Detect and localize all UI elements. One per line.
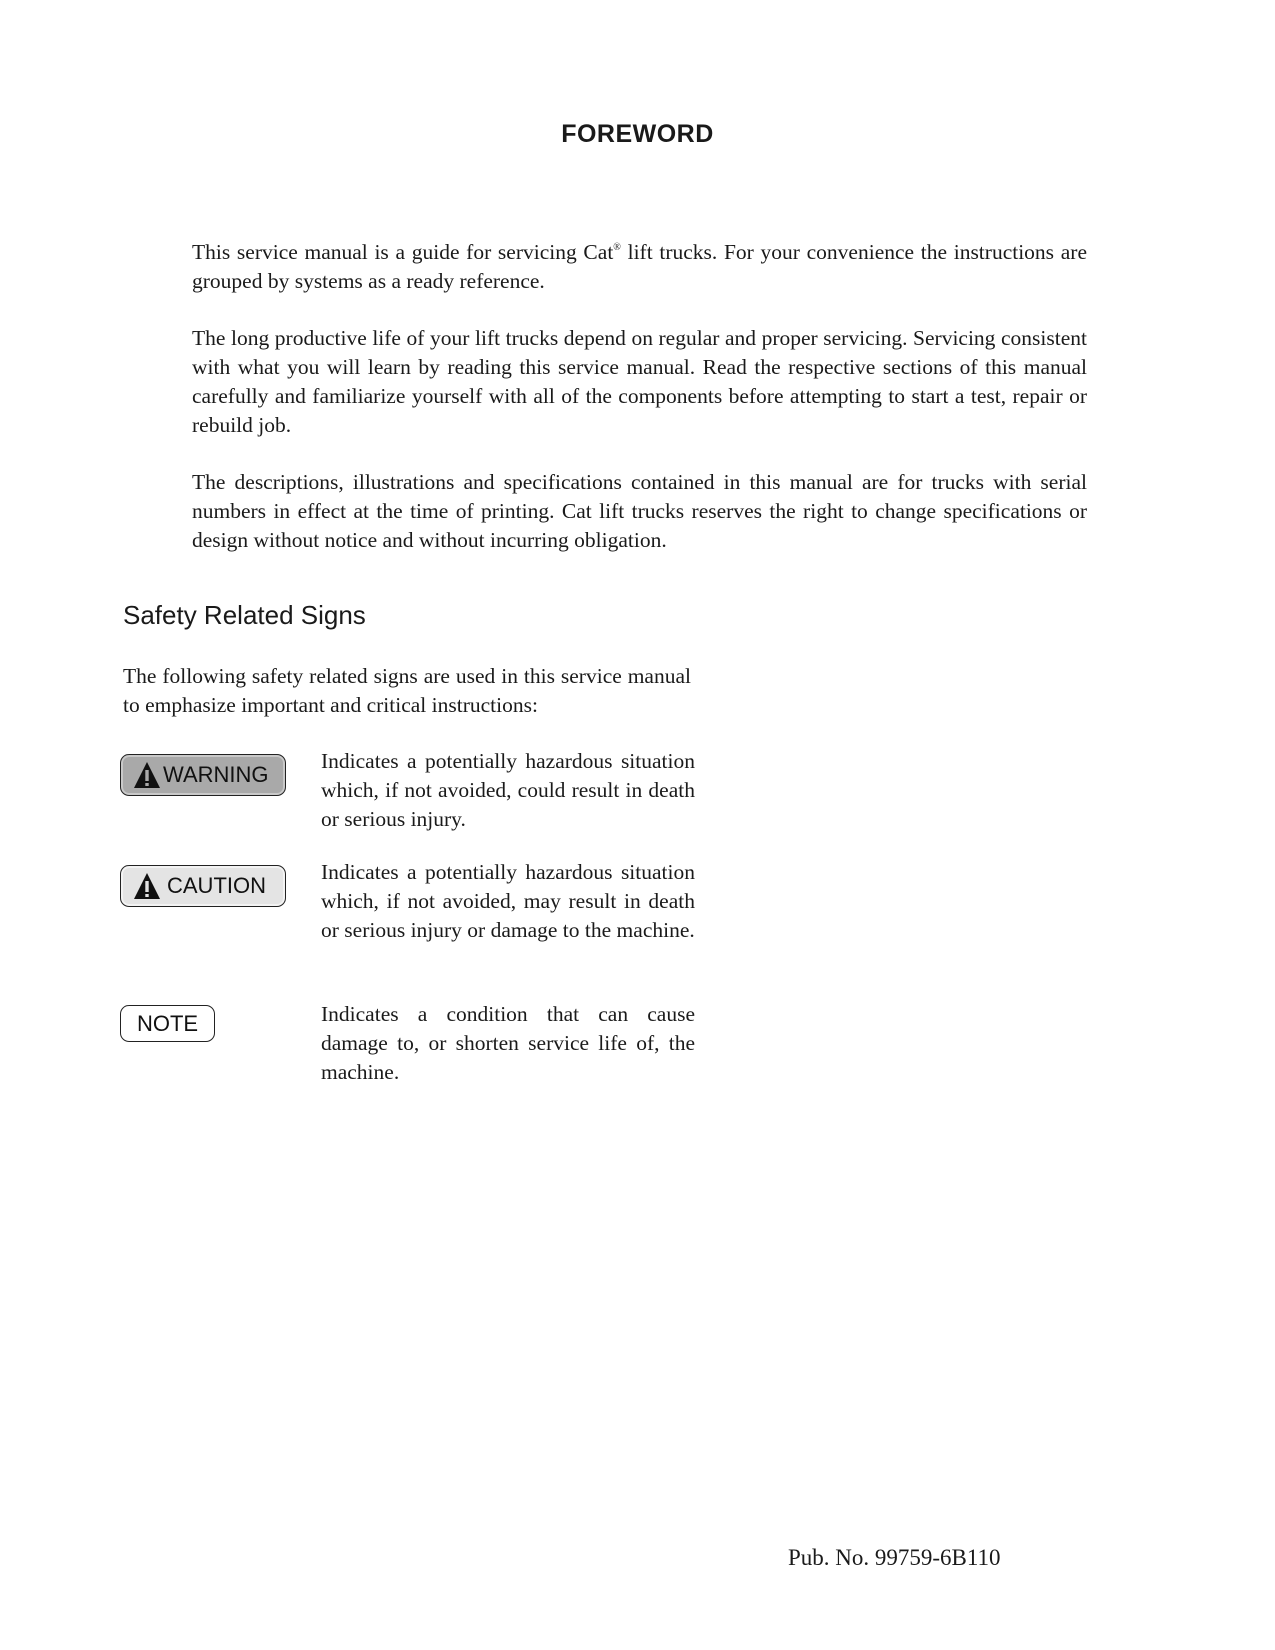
foreword-paragraph-2: The long productive life of your lift trucks depend on regular and proper servicing. Servicing consistent with what you will learn by reading this service manual. Read the respective sections of this manual carefully and familiarize yourself with all of the components before attempting to start a test, repair or rebuild job. <box>192 326 1087 437</box>
safety-signs-intro: The following safety related signs are used in this service manual to emphasize important and critical instructions: <box>123 664 691 717</box>
note-badge <box>120 1005 215 1042</box>
warning-triangle-icon <box>133 872 161 900</box>
page-title: FOREWORD <box>561 120 714 148</box>
publication-number: Pub. No. 99759-6B110 <box>788 1545 1001 1570</box>
note-description: Indicates a condition that can cause damage to, or shorten service life of, the machine. <box>321 1002 695 1084</box>
foreword-paragraph-1 <box>192 238 1087 296</box>
warning-badge <box>120 754 286 796</box>
caution-description: Indicates a potentially hazardous situation which, if not avoided, may result in death or serious injury or damage to the machine. <box>321 860 695 942</box>
caution-badge-label: CAUTION <box>167 873 266 898</box>
note-badge-label: NOTE <box>136 1010 199 1036</box>
foreword-paragraph-1-text-end: lift trucks. For your convenience the instructions are grouped by systems as a ready reference. <box>192 240 1087 293</box>
section-heading-safety-signs: Safety Related Signs <box>123 600 366 630</box>
caution-badge <box>120 865 286 907</box>
warning-badge-label: WARNING <box>163 762 269 787</box>
warning-triangle-icon <box>133 761 161 789</box>
registered-mark: ® <box>613 242 621 253</box>
foreword-body <box>192 238 1087 583</box>
foreword-paragraph-3: The descriptions, illustrations and specifications contained in this manual are for trucks with serial numbers in effect at the time of printing. Cat lift trucks reserves the right to change specifications or design without notice and without incurring obligation. <box>192 470 1087 552</box>
foreword-paragraph-1-text: This service manual is a guide for servicing Cat <box>192 240 614 264</box>
warning-description: Indicates a potentially hazardous situation which, if not avoided, could result in death or serious injury. <box>321 749 695 831</box>
